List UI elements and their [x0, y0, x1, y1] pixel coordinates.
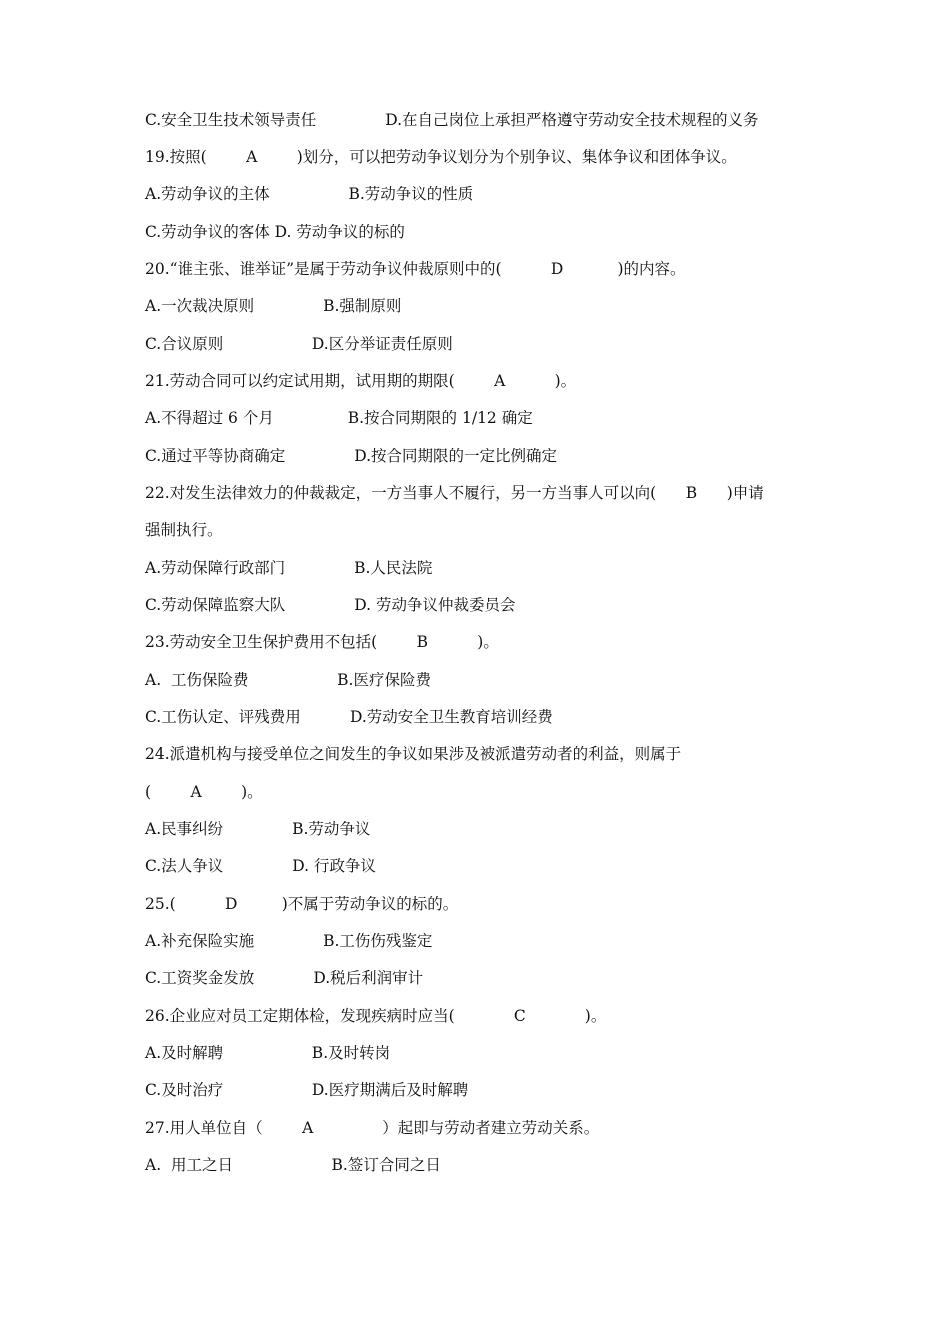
question-25: 25.( D )不属于劳动争议的标的。 — [145, 895, 459, 913]
text-line: A.劳动保障行政部门 B.人民法院 — [145, 559, 433, 577]
text-line: A.一次裁决原则 B.强制原则 — [145, 297, 402, 315]
text-line: C.及时治疗 D.医疗期满后及时解聘 — [145, 1081, 469, 1099]
question-20: 20.“谁主张、谁举证”是属于劳动争议仲裁原则中的( D )的内容。 — [145, 260, 686, 278]
text-line: C.安全卫生技术领导责任 D.在自己岗位上承担严格遵守劳动安全技术规程的义务 — [145, 111, 759, 129]
question-27: 27.用人单位自（ A ）起即与劳动者建立劳动关系。 — [145, 1119, 600, 1137]
text-line: ( A )。 — [145, 783, 263, 801]
question-21: 21.劳动合同可以约定试用期，试用期的期限( A )。 — [145, 372, 577, 390]
text-line: C.工伤认定、评残费用 D.劳动安全卫生教育培训经费 — [145, 708, 553, 726]
question-22: 22.对发生法律效力的仲裁裁定，一方当事人不履行，另一方当事人可以向( B )申请 — [145, 484, 764, 502]
text-line: C.劳动保障监察大队 D. 劳动争议仲裁委员会 — [145, 596, 516, 614]
text-line: C.工资奖金发放 D.税后利润审计 — [145, 969, 424, 987]
text-line: A.民事纠纷 B.劳动争议 — [145, 820, 371, 838]
text-line: A.及时解聘 B.及时转岗 — [145, 1044, 391, 1062]
text-line: A.补充保险实施 B.工伤伤残鉴定 — [145, 932, 433, 950]
text-line: C.通过平等协商确定 D.按合同期限的一定比例确定 — [145, 447, 558, 465]
text-line: 强制执行。 — [145, 521, 223, 539]
text-line: C.法人争议 D. 行政争议 — [145, 857, 376, 875]
text-line: C.合议原则 D.区分举证责任原则 — [145, 335, 453, 353]
text-line: A.劳动争议的主体 B.劳动争议的性质 — [145, 185, 474, 203]
question-24: 24.派遣机构与接受单位之间发生的争议如果涉及被派遣劳动者的利益，则属于 — [145, 745, 682, 763]
question-23: 23.劳动安全卫生保护费用不包括( B )。 — [145, 633, 499, 651]
question-26: 26.企业应对员工定期体检，发现疾病时应当( C )。 — [145, 1007, 607, 1025]
text-line: A.不得超过 6 个月 B.按合同期限的 1/12 确定 — [145, 409, 533, 427]
text-line: C.劳动争议的客体 D. 劳动争议的标的 — [145, 223, 405, 241]
text-line: A. 工伤保险费 B.医疗保险费 — [145, 671, 431, 689]
text-line: A. 用工之日 B.签订合同之日 — [145, 1156, 441, 1174]
question-19: 19.按照( A )划分，可以把劳动争议划分为个别争议、集体争议和团体争议。 — [145, 148, 737, 166]
